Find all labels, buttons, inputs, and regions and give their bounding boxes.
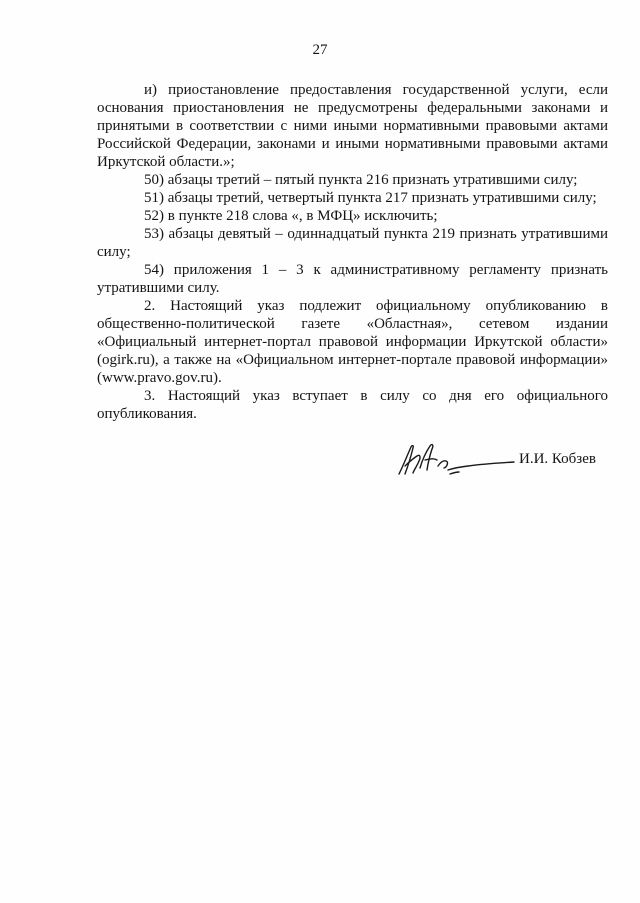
paragraph-item-54: 54) приложения 1 – 3 к административному регламенту признать утратившими силу. — [97, 262, 608, 296]
paragraph-item-53: 53) абзацы девятый – одиннадцатый пункта 219 признать утратившими силу; — [97, 226, 608, 260]
paragraph-entry-into-force: 3. Настоящий указ вступает в силу со дня его официального опубликования. — [97, 388, 608, 422]
document-body — [97, 81, 608, 423]
page-number: 27 — [312, 42, 328, 58]
paragraph-item-51: 51) абзацы третий, четвертый пункта 217 признать утратившими силу; — [144, 190, 597, 206]
paragraph-item-50: 50) абзацы третий – пятый пункта 216 признать утратившими силу; — [144, 172, 578, 188]
paragraph-publication: 2. Настоящий указ подлежит официальному опубликованию в общественно-политической газете «Областная», сетевом издании «Официальный интернет-портал правовой информации Иркутской области» (ogirk.ru), а также на «Официальном интернет-портале правовой информации» (www.pravo.gov.ru). — [97, 298, 608, 386]
signer-name: И.И. Кобзев — [519, 451, 596, 467]
paragraph-item-52: 52) в пункте 218 слова «, в МФЦ» исключить; — [144, 208, 438, 224]
handwritten-signature — [390, 436, 516, 482]
signature-block — [390, 436, 610, 486]
paragraph-suspension-grounds: и) приостановление предоставления государственной услуги, если основания приостановления не предусмотрены федеральными законами и принятыми в соответствии с ними иными нормативными правовыми актами Российской Федерации, законами и иными нормативными правовыми актами Иркутской области.»; — [97, 82, 608, 170]
